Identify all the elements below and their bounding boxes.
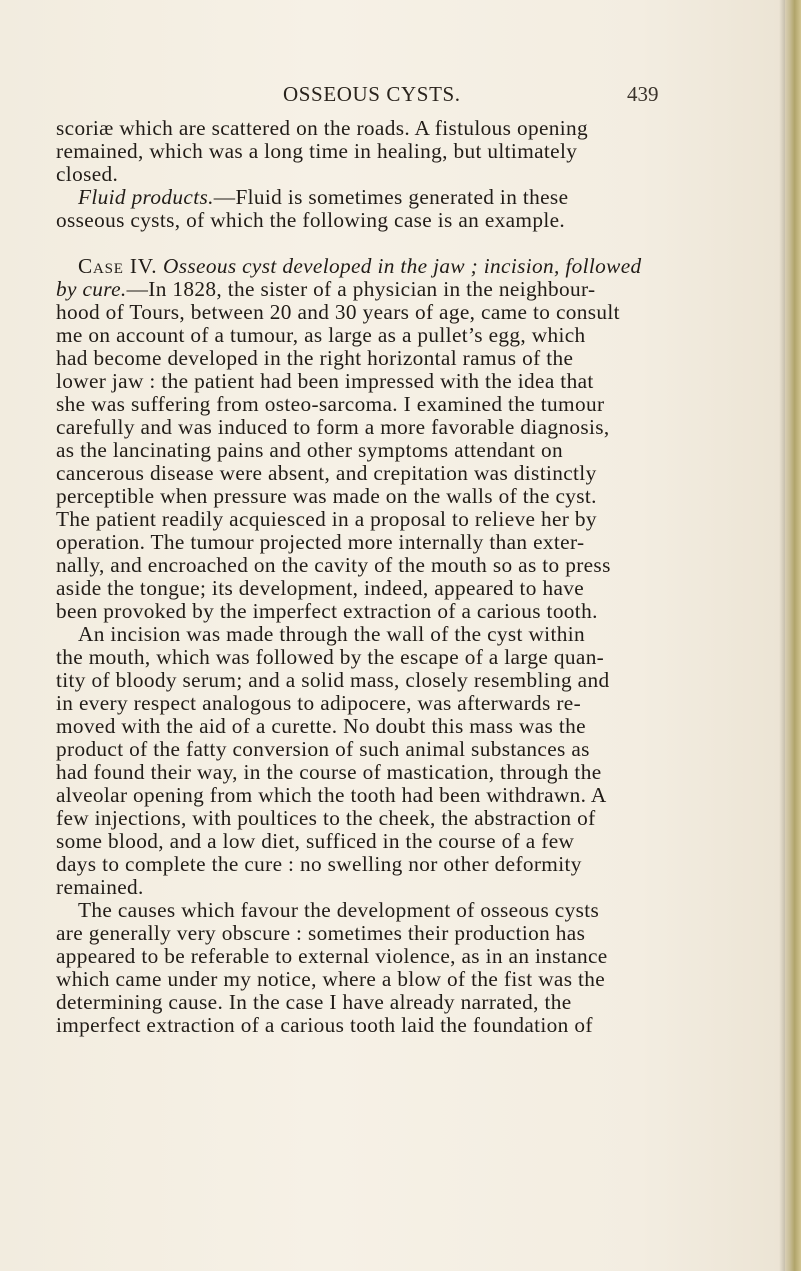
text-line: she was suffering from osteo-sarcoma. I examined the tumour xyxy=(56,392,605,416)
text-run: —Fluid is sometimes generated in these xyxy=(213,185,569,209)
text-line: scoriæ which are scattered on the roads. A fistulous opening xyxy=(56,116,589,140)
page-body xyxy=(56,117,682,1037)
text-line: as the lancinating pains and other symptoms attendant on xyxy=(56,438,563,462)
text-line: lower jaw : the patient had been impressed with the idea that xyxy=(56,369,594,393)
text-line: been provoked by the imperfect extraction of a carious tooth. xyxy=(56,599,598,623)
case-title: Osseous cyst developed in the jaw ; incision, followed xyxy=(163,254,642,278)
page-header xyxy=(0,82,785,108)
text-line: remained. xyxy=(56,875,144,899)
text-line xyxy=(56,278,682,301)
text-line: The patient readily acquiesced in a proposal to relieve her by xyxy=(56,507,597,531)
text-line: nally, and encroached on the cavity of the mouth so as to press xyxy=(56,553,611,577)
text-line: aside the tongue; its development, indeed, appeared to have xyxy=(56,576,585,600)
running-title: OSSEOUS CYSTS. xyxy=(283,82,461,106)
case-title-end: by cure. xyxy=(56,277,127,301)
text-line: moved with the aid of a curette. No doubt this mass was the xyxy=(56,714,586,738)
text-line: hood of Tours, between 20 and 30 years of age, came to consult xyxy=(56,300,620,324)
text-line: perceptible when pressure was made on the walls of the cyst. xyxy=(56,484,597,508)
text-line: me on account of a tumour, as large as a pullet’s egg, which xyxy=(56,323,586,347)
text-line: product of the fatty conversion of such animal substances as xyxy=(56,737,590,761)
text-line: are generally very obscure : sometimes their production has xyxy=(56,921,586,945)
text-line: had found their way, in the course of mastication, through the xyxy=(56,760,602,784)
text-line: days to complete the cure : no swelling nor other deformity xyxy=(56,852,582,876)
page-edge xyxy=(785,0,801,1271)
case-label: Case IV. xyxy=(78,254,158,278)
section-heading-fluid-products: Fluid products. xyxy=(78,185,214,209)
text-line: alveolar opening from which the tooth had been withdrawn. A xyxy=(56,783,607,807)
text-line: the mouth, which was followed by the escape of a large quan- xyxy=(56,645,605,669)
text-run: —In 1828, the sister of a physician in the neighbour- xyxy=(126,277,596,301)
text-line: carefully and was induced to form a more favorable diagnosis, xyxy=(56,415,610,439)
text-line: few injections, with poultices to the cheek, the abstraction of xyxy=(56,806,596,830)
text-line: which came under my notice, where a blow of the fist was the xyxy=(56,967,606,991)
text-line: imperfect extraction of a carious tooth laid the foundation of xyxy=(56,1013,593,1037)
text-line: closed. xyxy=(56,162,119,186)
text-line: operation. The tumour projected more internally than exter- xyxy=(56,530,585,554)
text-line: cancerous disease were absent, and crepitation was distinctly xyxy=(56,461,597,485)
text-line: The causes which favour the development of osseous cysts xyxy=(78,898,600,922)
text-line: some blood, and a low diet, sufficed in the course of a few xyxy=(56,829,575,853)
text-line: tity of bloody serum; and a solid mass, closely resembling and xyxy=(56,668,610,692)
text-line xyxy=(56,255,682,278)
page-number: 439 xyxy=(627,82,659,106)
text-line: determining cause. In the case I have already narrated, the xyxy=(56,990,572,1014)
text-line: remained, which was a long time in healing, but ultimately xyxy=(56,139,578,163)
text-line: in every respect analogous to adipocere, was afterwards re- xyxy=(56,691,582,715)
text-line: appeared to be referable to external violence, as in an instance xyxy=(56,944,608,968)
text-line xyxy=(56,186,682,209)
text-line: had become developed in the right horizontal ramus of the xyxy=(56,346,574,370)
text-line: An incision was made through the wall of the cyst within xyxy=(78,622,585,646)
text-line: osseous cysts, of which the following case is an example. xyxy=(56,208,566,232)
paragraph-gap xyxy=(56,232,682,255)
